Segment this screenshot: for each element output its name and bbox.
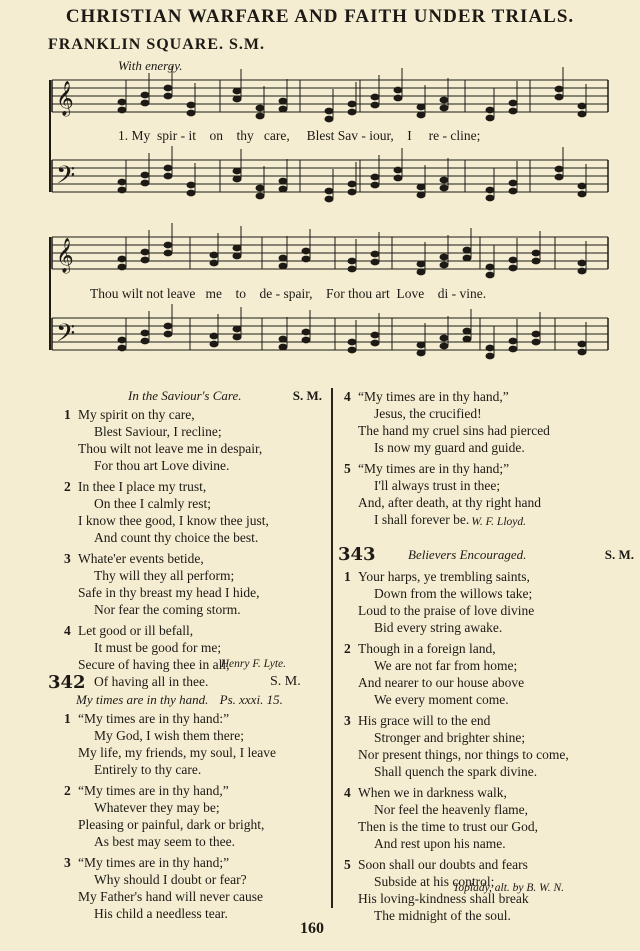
note-head <box>118 256 127 263</box>
stanza-line-text: “My times are in thy hand;” <box>358 461 510 476</box>
stanza-number: 2 <box>64 479 71 494</box>
stanza-number: 5 <box>344 857 351 872</box>
note-head <box>279 263 288 270</box>
stanza-line: Thy will they all perform; <box>94 568 235 583</box>
note-head <box>233 326 242 333</box>
note-head <box>371 259 380 266</box>
note-head <box>118 99 127 106</box>
note-head <box>578 103 587 110</box>
note-head <box>164 173 173 180</box>
note-head <box>256 113 265 120</box>
stanza <box>64 478 326 546</box>
stanza-line <box>64 782 326 799</box>
stanza-line: Blest Saviour, I recline; <box>94 424 222 439</box>
note-head <box>463 328 472 335</box>
tune-name: FRANKLIN SQUARE. S.M. <box>48 36 266 53</box>
note-head <box>233 334 242 341</box>
stanza-line <box>64 622 326 639</box>
hymn-341-author: Henry F. Lyte. <box>220 658 286 670</box>
stanza-line: Safe in thy breast my head I hide, <box>78 585 260 600</box>
note-head <box>486 353 495 360</box>
page-header: CHRISTIAN WARFARE AND FAITH UNDER TRIALS. <box>65 6 575 27</box>
note-head <box>394 95 403 102</box>
hymn-number: 343 <box>338 544 376 565</box>
stanza-line <box>344 784 634 801</box>
stanza-line: Pleasing or painful, dark or bright, <box>78 817 265 832</box>
note-head <box>486 264 495 271</box>
note-head <box>210 252 219 259</box>
hymn-meter: S. M. <box>604 547 634 562</box>
stanza-line: Subside at his control; <box>374 874 495 889</box>
note-head <box>210 341 219 348</box>
hymn-342-subheading <box>76 692 328 708</box>
note-head <box>348 189 357 196</box>
stanza-line: And count thy choice the best. <box>94 530 259 545</box>
stanza-line <box>344 640 634 657</box>
hymn-343-heading <box>338 544 638 565</box>
note-head <box>233 253 242 260</box>
note-head <box>417 112 426 119</box>
page-number: 160 <box>300 920 324 937</box>
note-head <box>440 105 449 112</box>
note-head <box>302 248 311 255</box>
stanza-line-text: Whate'er events betide, <box>78 551 204 566</box>
note-head <box>279 98 288 105</box>
stanza-line: We every moment come. <box>374 692 509 707</box>
note-head <box>371 332 380 339</box>
hymn-341-text <box>64 406 326 694</box>
stanza-line-text: Soon shall our doubts and fears <box>358 857 528 872</box>
stanza-line: My Father's hand will never cause <box>78 889 264 904</box>
note-head <box>394 87 403 94</box>
stanza-line-text: My spirit on thy care, <box>78 407 195 422</box>
stanza-line: Whatever they may be; <box>94 800 220 815</box>
note-head <box>371 182 380 189</box>
note-head <box>256 193 265 200</box>
note-head <box>187 190 196 197</box>
stanza-line <box>64 550 326 567</box>
treble-clef-icon: 𝄞 <box>56 238 74 273</box>
note-head <box>325 196 334 203</box>
stanza <box>64 710 326 778</box>
stanza-line: Nor fear the coming storm. <box>94 602 241 617</box>
stanza-line <box>344 388 634 405</box>
note-head <box>164 250 173 257</box>
note-head <box>509 180 518 187</box>
stanza-line-text: “My times are in thy hand:” <box>78 711 230 726</box>
note-head <box>302 337 311 344</box>
hymn-342-text-left <box>64 710 326 926</box>
note-head <box>187 110 196 117</box>
note-head <box>348 266 357 273</box>
note-head <box>463 255 472 262</box>
note-head <box>141 92 150 99</box>
note-head <box>555 166 564 173</box>
note-head <box>141 257 150 264</box>
note-head <box>486 115 495 122</box>
stanza-line: Why should I doubt or fear? <box>94 872 247 887</box>
note-head <box>164 323 173 330</box>
stanza-line: We are not far from home; <box>374 658 518 673</box>
note-head <box>509 188 518 195</box>
note-head <box>233 88 242 95</box>
stanza-line: Of having all in thee. <box>94 674 209 689</box>
stanza-number: 4 <box>344 389 351 404</box>
stanza-line: Secure of having thee in all, <box>78 657 230 672</box>
stanza-line: Stronger and brighter shine; <box>374 730 526 745</box>
stanza-line: Nor present things, nor things to come, <box>358 747 569 762</box>
note-head <box>279 255 288 262</box>
stanza-line-text: Though in a foreign land, <box>358 641 496 656</box>
stanza-line: And nearer to our house above <box>358 675 525 690</box>
note-head <box>141 172 150 179</box>
note-head <box>486 187 495 194</box>
stanza-number: 1 <box>64 407 71 422</box>
note-head <box>486 107 495 114</box>
note-head <box>440 185 449 192</box>
note-head <box>578 268 587 275</box>
hymn-342-author: W. F. Lloyd. <box>471 516 526 528</box>
staff-3 <box>52 237 608 269</box>
stanza-line: I shall forever be. <box>374 512 470 527</box>
note-head <box>555 94 564 101</box>
stanza-line: The midnight of the soul. <box>374 908 511 923</box>
scripture-ref: Ps. xxxi. 15. <box>219 692 283 707</box>
note-head <box>463 247 472 254</box>
stanza-line <box>344 568 634 585</box>
note-head <box>578 191 587 198</box>
hymn-342-heading <box>48 672 328 693</box>
stanza <box>344 712 634 780</box>
stanza-line-text: His grace will to the end <box>358 713 491 728</box>
stanza-line: My life, my friends, my soul, I leave <box>78 745 276 760</box>
stanza <box>64 782 326 850</box>
stanza-number: 3 <box>64 855 71 870</box>
note-head <box>164 85 173 92</box>
note-head <box>371 340 380 347</box>
note-head <box>118 337 127 344</box>
note-head <box>417 261 426 268</box>
stanza-line: Loud to the praise of love divine <box>358 603 535 618</box>
note-head <box>302 256 311 263</box>
hymn-343-text <box>344 568 634 928</box>
note-head <box>348 347 357 354</box>
bass-clef-icon: 𝄢 <box>56 319 76 354</box>
lyrics-line-1: 1. My spir - it on thy care, Blest Sav - iour, I re - cline; <box>118 128 481 143</box>
stanza-line <box>64 406 326 423</box>
column-divider <box>331 388 333 908</box>
note-head <box>371 94 380 101</box>
note-head <box>417 342 426 349</box>
hymn-title: Believers Encouraged. <box>408 547 527 562</box>
stanza-line: I'll always trust in thee; <box>374 478 501 493</box>
note-head <box>555 86 564 93</box>
note-head <box>141 330 150 337</box>
hymn-meter: S. M. <box>292 388 322 403</box>
note-head <box>578 341 587 348</box>
note-head <box>509 346 518 353</box>
note-head <box>417 350 426 357</box>
note-head <box>440 177 449 184</box>
stanza-line <box>64 710 326 727</box>
stanza-number: 5 <box>344 461 351 476</box>
stanza-line: For thou art Love divine. <box>94 458 230 473</box>
note-head <box>325 116 334 123</box>
hymn-meter: S. M. <box>270 674 301 689</box>
stanza-line: The hand my cruel sins had pierced <box>358 423 550 438</box>
note-head <box>371 251 380 258</box>
note-head <box>256 105 265 112</box>
stanza-number: 1 <box>64 711 71 726</box>
staff-1 <box>52 80 608 112</box>
staff-4 <box>52 318 608 350</box>
stanza-number: 1 <box>344 569 351 584</box>
stanza-line <box>64 854 326 871</box>
hymn-343-author: Toplady, alt. by B. W. N. <box>453 882 564 894</box>
note-head <box>164 93 173 100</box>
note-head <box>532 258 541 265</box>
note-head <box>187 102 196 109</box>
stanza-line: Is now my guard and guide. <box>374 440 525 455</box>
hymn-341-heading <box>128 388 328 404</box>
note-head <box>141 338 150 345</box>
note-head <box>486 195 495 202</box>
note-head <box>164 331 173 338</box>
hymn-title: In the Saviour's Care. <box>128 388 242 403</box>
stanza-line: His child a needless tear. <box>94 906 228 921</box>
stanza-number: 3 <box>344 713 351 728</box>
note-head <box>440 97 449 104</box>
note-head <box>348 101 357 108</box>
note-head <box>532 331 541 338</box>
stanza-line <box>64 478 326 495</box>
music-score <box>0 0 640 380</box>
note-head <box>233 176 242 183</box>
stanza-line-text: Let good or ill befall, <box>78 623 194 638</box>
note-head <box>440 262 449 269</box>
note-head <box>578 111 587 118</box>
note-head <box>325 108 334 115</box>
stanza-line: Bid every string awake. <box>374 620 503 635</box>
stanza <box>64 550 326 618</box>
stanza-line: And rest upon his name. <box>374 836 506 851</box>
stanza-line-text: “My times are in thy hand,” <box>78 783 229 798</box>
note-head <box>210 260 219 267</box>
note-head <box>509 100 518 107</box>
stanza-line-text: Your harps, ye trembling saints, <box>358 569 530 584</box>
stanza-number: 2 <box>344 641 351 656</box>
stanza-line: Jesus, the crucified! <box>374 406 482 421</box>
note-head <box>118 264 127 271</box>
note-head <box>371 174 380 181</box>
note-head <box>509 265 518 272</box>
note-head <box>578 349 587 356</box>
staff-2 <box>52 160 608 192</box>
stanza-line: His loving-kindness shall break <box>358 891 529 906</box>
stanza <box>344 784 634 852</box>
tempo-marking: With energy. <box>118 58 183 73</box>
note-head <box>440 335 449 342</box>
note-head <box>555 174 564 181</box>
note-head <box>141 180 150 187</box>
note-head <box>279 106 288 113</box>
hymn-title: My times are in thy hand. <box>76 692 209 707</box>
note-head <box>233 96 242 103</box>
stanza-line-text: “My times are in thy hand;” <box>78 855 230 870</box>
note-head <box>486 345 495 352</box>
note-head <box>164 242 173 249</box>
stanza-number: 2 <box>64 783 71 798</box>
note-head <box>233 245 242 252</box>
note-head <box>279 344 288 351</box>
note-head <box>256 185 265 192</box>
stanza-line: On thee I calmly rest; <box>94 496 211 511</box>
note-head <box>210 333 219 340</box>
note-head <box>279 186 288 193</box>
stanza-line: I know thee good, I know thee just, <box>78 513 269 528</box>
note-head <box>417 269 426 276</box>
stanza-line: Thou wilt not leave me in despair, <box>78 441 263 456</box>
stanza <box>344 640 634 708</box>
note-head <box>486 272 495 279</box>
stanza-line-text: In thee I place my trust, <box>78 479 207 494</box>
note-head <box>394 175 403 182</box>
note-head <box>279 178 288 185</box>
bass-clef-icon: 𝄢 <box>56 161 76 196</box>
note-head <box>394 167 403 174</box>
note-head <box>141 100 150 107</box>
stanza-line <box>344 460 634 477</box>
note-head <box>348 258 357 265</box>
note-head <box>440 343 449 350</box>
stanza-line-text: “My times are in thy hand,” <box>358 389 509 404</box>
note-head <box>532 339 541 346</box>
stanza-line: It must be good for me; <box>94 640 222 655</box>
note-head <box>118 345 127 352</box>
stanza <box>64 406 326 474</box>
note-head <box>371 102 380 109</box>
note-head <box>141 249 150 256</box>
note-head <box>532 250 541 257</box>
stanza <box>344 568 634 636</box>
note-head <box>302 329 311 336</box>
note-head <box>578 183 587 190</box>
stanza <box>344 388 634 456</box>
stanza-line: Then is the time to trust our God, <box>358 819 538 834</box>
note-head <box>164 165 173 172</box>
stanza-line: Nor feel the heavenly flame, <box>374 802 529 817</box>
stanza-line: And, after death, at thy right hand <box>358 495 541 510</box>
hymn-342-text-right <box>344 388 634 532</box>
stanza-line <box>344 856 634 873</box>
note-head <box>417 184 426 191</box>
stanza-number: 4 <box>64 623 71 638</box>
stanza-number: 4 <box>344 785 351 800</box>
stanza-line: My God, I wish them there; <box>94 728 244 743</box>
treble-clef-icon: 𝄞 <box>56 81 74 116</box>
note-head <box>463 336 472 343</box>
note-head <box>325 188 334 195</box>
note-head <box>417 104 426 111</box>
stanza-line: As best may seem to thee. <box>94 834 235 849</box>
note-head <box>279 336 288 343</box>
note-head <box>578 260 587 267</box>
note-head <box>417 192 426 199</box>
lyrics-line-2: Thou wilt not leave me to de - spair, For thou art Love di - vine. <box>90 286 487 301</box>
note-head <box>348 181 357 188</box>
stanza-line: Down from the willows take; <box>374 586 533 601</box>
stanza-number: 3 <box>64 551 71 566</box>
stanza <box>64 854 326 922</box>
note-head <box>440 254 449 261</box>
stanza-line: Entirely to thy care. <box>94 762 202 777</box>
note-head <box>348 109 357 116</box>
stanza-line-text: When we in darkness walk, <box>358 785 507 800</box>
stanza-line <box>344 712 634 729</box>
note-head <box>118 107 127 114</box>
note-head <box>233 168 242 175</box>
note-head <box>509 257 518 264</box>
stanza-line: Shall quench the spark divine. <box>374 764 538 779</box>
note-head <box>118 179 127 186</box>
note-head <box>187 182 196 189</box>
hymn-number: 342 <box>48 672 86 693</box>
note-head <box>118 187 127 194</box>
note-head <box>509 338 518 345</box>
note-head <box>509 108 518 115</box>
note-head <box>348 339 357 346</box>
